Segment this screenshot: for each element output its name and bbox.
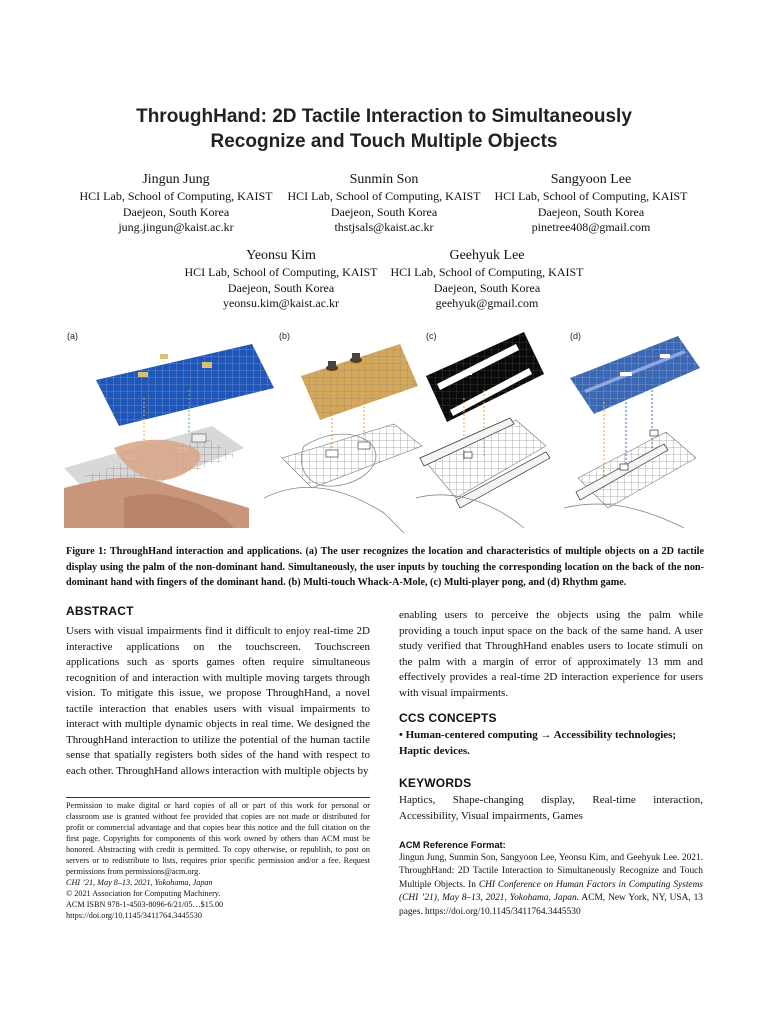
author-location: Daejeon, South Korea	[122, 204, 230, 219]
title-line-1: ThroughHand: 2D Tactile Interaction to Simultaneously	[136, 106, 632, 127]
author-name: Sangyoon Lee	[550, 172, 632, 187]
abstract-text-left: Users with visual impairments find it difficult to enjoy real-time 2D interactive applications on the touchscreen. Touchscreen applications such as sports games often require simultaneous recognition of and interaction with multiple moving targets through vision. To mitigate this issue, we propose ThroughHand, a novel tactile interaction that enables users with visual impairments to interact with multiple dynamic objects in real time. We designed the ThroughHand interaction to utilize the potential of the human tactile sense that spatially registers both sides of the hand with respect to each other. ThroughHand allows interaction with multiple objects by	[66, 625, 370, 777]
figure-illustration	[64, 328, 704, 533]
author-email[interactable]: jung.jingun@kaist.ac.kr	[118, 220, 234, 234]
reference-text	[399, 852, 703, 919]
author-name: Sunmin Son	[349, 172, 419, 187]
panel-b-scene	[264, 344, 422, 533]
author-location: Daejeon, South Korea	[227, 280, 335, 295]
reference-venue: CHI Conference on Human Factors in Computing Systems (CHI ’21), May 8–13, 2021, Yokohama, Japan.	[399, 879, 704, 904]
author-name: Geehyuk Lee	[449, 248, 525, 263]
permission-text: Permission to make digital or hard copies of all or part of this work for personal or classroom use is granted without fee provided that copies are not made or distributed for profit or commercial advantage and that copies bear this notice and the full citation on the first page. Copyrights for components of this work owned by others than ACM must be honored. Abstracting with credit is permitted. To copy otherwise, or republish, to post on servers or to redistribute to lists, requires prior specific permission and/or a fee. Request permissions from permissions@acm.org.	[66, 801, 370, 876]
author-block-3	[488, 170, 694, 236]
panel-d-scene	[564, 336, 700, 528]
author-affiliation: HCI Lab, School of Computing, KAIST	[494, 189, 688, 203]
reference-post: ACM, New York, NY, USA, 13 pages. https://doi.org/10.1145/3411764.3445530	[399, 893, 703, 917]
caption-text: (a) The user recognizes the location and characteristics of multiple objects on a 2D tactile display using the palm of the non-dominant hand. Simultaneously, the user inputs by touching the corresponding location on the back of the non-dominant hand with fingers of the dominant hand. (b) Multi-touch Whack-A-Mole, (c) Multi-player pong, and (d) Rhythm game.	[66, 546, 705, 589]
permission-conference: CHI ’21, May 8–13, 2021, Yokohama, Japan	[66, 878, 213, 887]
ccs-line-2: Haptic devices.	[399, 744, 470, 757]
permission-block	[66, 800, 370, 921]
keywords-heading: KEYWORDS	[399, 776, 472, 790]
panel-c-scene	[416, 332, 550, 528]
caption-lead: Figure 1: ThroughHand interaction and applications.	[66, 546, 303, 557]
panel-a-scene	[64, 344, 274, 528]
author-email[interactable]: thstjsals@kaist.ac.kr	[334, 220, 434, 234]
reference-pre: Jingun Jung, Sunmin Son, Sangyoon Lee, Yeonsu Kim, and Geehyuk Lee. 2021. ThroughHand: 2D Tactile Interaction to Simultaneously Recognize and Touch Multiple Objects. In	[399, 853, 703, 890]
footnote-divider	[66, 797, 370, 798]
author-location: Daejeon, South Korea	[330, 204, 438, 219]
permission-isbn: ACM ISBN 978-1-4503-8096-6/21/05…$15.00	[66, 900, 224, 909]
paper-title	[0, 104, 768, 154]
figure-1	[64, 328, 704, 533]
abstract-heading: ABSTRACT	[66, 604, 134, 618]
author-location: Daejeon, South Korea	[433, 280, 541, 295]
author-block-4	[178, 246, 384, 312]
panel-label-c: (c)	[426, 331, 437, 341]
author-affiliation: HCI Lab, School of Computing, KAIST	[390, 265, 584, 279]
author-block-5	[384, 246, 590, 312]
author-email[interactable]: yeonsu.kim@kaist.ac.kr	[222, 296, 340, 310]
author-name: Yeonsu Kim	[246, 248, 316, 263]
permission-doi[interactable]: https://doi.org/10.1145/3411764.3445530	[66, 911, 202, 920]
author-affiliation: HCI Lab, School of Computing, KAIST	[287, 189, 481, 203]
author-affiliation: HCI Lab, School of Computing, KAIST	[184, 265, 378, 279]
panel-label-a: (a)	[67, 331, 78, 341]
abstract-text-right: enabling users to perceive the objects using the palm while providing a touch input space on the back of the same hand. A user study verified that ThroughHand enables users to locate stimuli on the palm with a margin of error of approximately 13 mm and effectively provides a real-time 2D interaction experience for users with visual impairments.	[399, 609, 703, 699]
keywords-text: Haptics, Shape-changing display, Real-time interaction, Accessibility, Visual impairments, Games	[399, 794, 703, 822]
permission-copyright: © 2021 Association for Computing Machinery.	[66, 889, 221, 898]
author-email[interactable]: geehyuk@gmail.com	[435, 296, 539, 310]
author-email[interactable]: pinetree408@gmail.com	[531, 220, 651, 234]
author-block-1	[73, 170, 279, 236]
panel-label-b: (b)	[279, 331, 290, 341]
author-block-2	[281, 170, 487, 236]
author-name: Jingun Jung	[142, 172, 210, 187]
ccs-line-1: • Human-centered computing → Accessibility technologies;	[399, 729, 677, 741]
author-affiliation: HCI Lab, School of Computing, KAIST	[79, 189, 273, 203]
ccs-concepts	[399, 728, 703, 759]
figure-caption	[66, 544, 704, 591]
title-line-2: Recognize and Touch Multiple Objects	[210, 131, 558, 152]
author-location: Daejeon, South Korea	[537, 204, 645, 219]
reference-heading: ACM Reference Format:	[399, 839, 506, 850]
ccs-heading: CCS CONCEPTS	[399, 711, 497, 725]
panel-label-d: (d)	[570, 331, 581, 341]
